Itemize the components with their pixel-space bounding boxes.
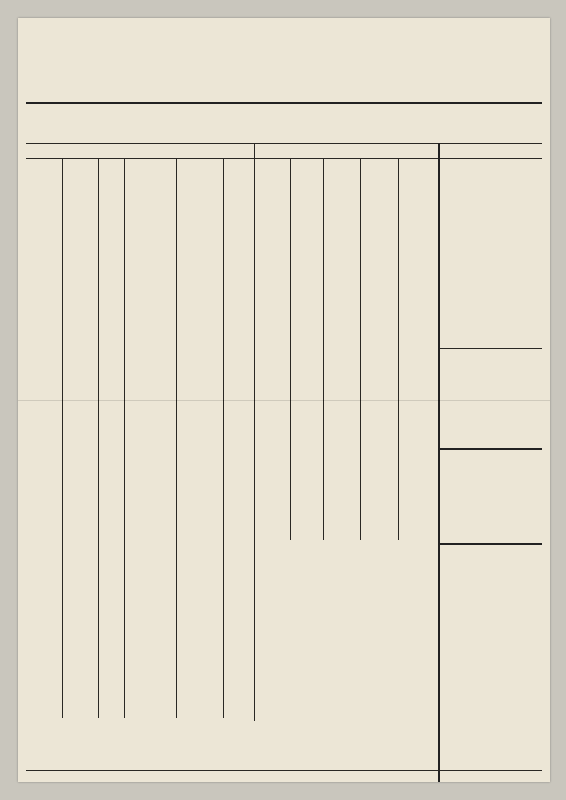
divider: [440, 448, 542, 450]
column-divider: [124, 158, 125, 718]
column-divider: [223, 158, 224, 718]
column-divider: [438, 143, 440, 782]
header-rule: [26, 102, 542, 104]
column-divider: [98, 158, 99, 718]
paper-fold: [18, 400, 550, 401]
divider: [440, 543, 542, 545]
column-divider: [360, 158, 361, 540]
divider: [440, 348, 542, 349]
column-divider: [323, 158, 324, 540]
column-divider: [176, 158, 177, 718]
column-divider: [290, 158, 291, 540]
newspaper-page: [18, 18, 550, 782]
column-divider: [62, 158, 63, 718]
table-header-rule: [26, 158, 542, 159]
footer-rule: [26, 770, 542, 771]
table-top-rule: [26, 143, 542, 144]
column-divider: [398, 158, 399, 540]
column-divider: [254, 143, 255, 721]
